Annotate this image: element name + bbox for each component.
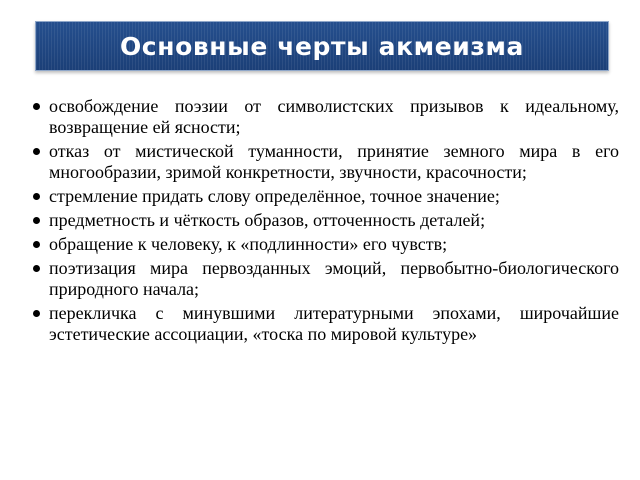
- bullet-text: перекличка с минувшими литературными эпохами, широчайшие эстетические ассоциации, «тоска по мировой культуре»: [49, 303, 619, 344]
- bullet-text: обращение к человеку, к «подлинности» его чувств;: [49, 234, 448, 254]
- bullet-dot-icon: [33, 310, 40, 317]
- bullet-item: [33, 186, 619, 207]
- bullet-dot-icon: [33, 193, 40, 200]
- bullet-item: [33, 141, 619, 183]
- bullet-dot-icon: [33, 241, 40, 248]
- bullet-dot-icon: [33, 103, 40, 110]
- bullet-dot-icon: [33, 265, 40, 272]
- bullet-dot-icon: [33, 148, 40, 155]
- bullet-dot-icon: [33, 217, 40, 224]
- bullet-item: [33, 96, 619, 138]
- bullet-text: освобождение поэзии от символистских призывов к идеальному, возвращение ей ясности;: [49, 96, 619, 137]
- bullet-item: [33, 258, 619, 300]
- bullet-item: [33, 210, 619, 231]
- bullet-text: предметность и чёткость образов, отточенность деталей;: [49, 210, 486, 230]
- bullet-text: отказ от мистической туманности, принятие земного мира в его многообразии, зримой конкретности, звучности, красочности;: [49, 141, 619, 182]
- bullet-item: [33, 303, 619, 345]
- slide-title: Основные черты акмеизма: [119, 31, 525, 61]
- bullet-item: [33, 234, 619, 255]
- bullet-list: [33, 96, 619, 348]
- bullet-text: поэтизация мира первозданных эмоций, первобытно-биологического природного начала;: [49, 258, 619, 299]
- bullet-text: стремление придать слову определённое, точное значение;: [49, 186, 500, 206]
- title-banner: [35, 21, 609, 71]
